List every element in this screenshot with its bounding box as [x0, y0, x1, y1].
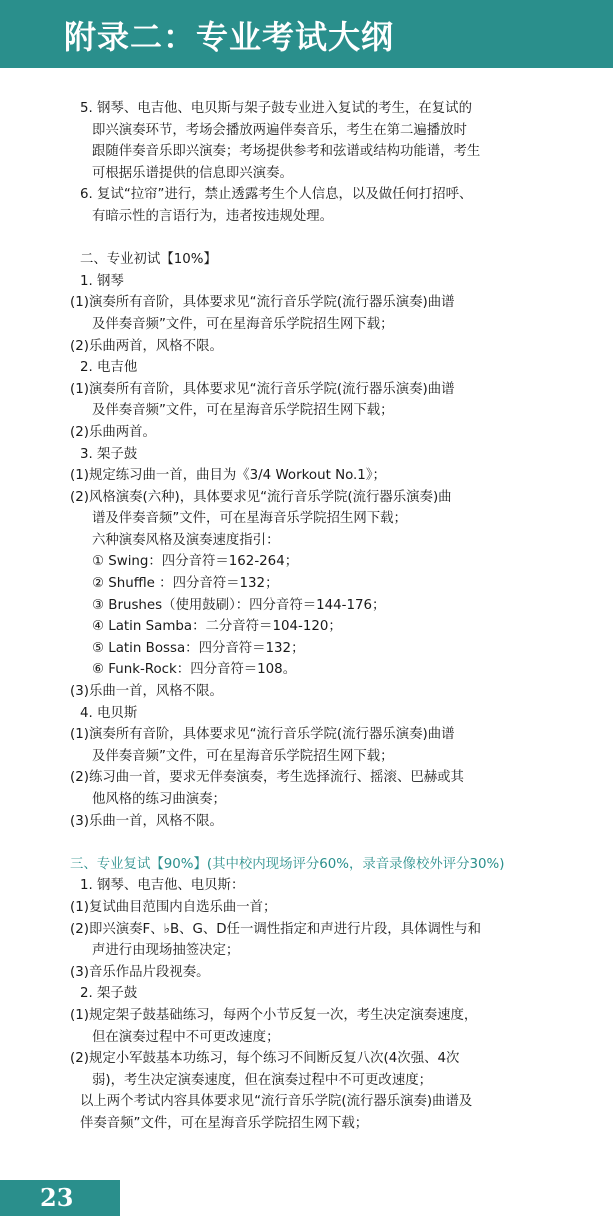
- page-title: 附录二：专业考试大纲: [64, 18, 395, 56]
- text-line: 2. 架子鼓: [80, 986, 138, 1002]
- text-line: 有暗示性的言语行为，违者按违规处理。: [92, 208, 334, 224]
- text-line: 跟随伴奏音乐即兴演奏；考场提供参考和弦谱或结构功能谱，考生: [92, 144, 481, 160]
- text-line: 1. 钢琴: [80, 273, 124, 289]
- style-item: ③ Brushes（使用鼓刷）：四分音符＝144-176；: [92, 597, 386, 613]
- text-line: 2. 电吉他: [80, 360, 138, 376]
- section-heading: 三、专业复试【90%】(其中校内现场评分60%，录音录像校外评分30%): [70, 856, 505, 872]
- text-line: 4. 电贝斯: [80, 705, 138, 721]
- text-line: (3)乐曲一首，风格不限。: [70, 813, 223, 829]
- text-line: (2)乐曲两首。: [70, 424, 156, 440]
- text-line: (1)演奏所有音阶，具体要求见“流行音乐学院(流行器乐演奏)曲谱: [70, 295, 455, 311]
- text-line: (2)规定小军鼓基本功练习，每个练习不间断反复八次(4次强、4次: [70, 1051, 460, 1067]
- text-line: 弱)，考生决定演奏速度，但在演奏过程中不可更改速度；: [92, 1072, 432, 1088]
- text-line: 及伴奏音频”文件，可在星海音乐学院招生网下载；: [92, 748, 394, 764]
- text-line: 可根据乐谱提供的信息即兴演奏。: [92, 165, 293, 181]
- text-line: (2)即兴演奏F、♭B、G、D任一调性指定和声进行片段，具体调性与和: [70, 921, 482, 937]
- text-line: 但在演奏过程中不可更改速度；: [92, 1029, 280, 1045]
- text-line: 即兴演奏环节，考场会播放两遍伴奏音乐，考生在第二遍播放时: [92, 122, 467, 138]
- text-line: (1)演奏所有音阶，具体要求见“流行音乐学院(流行器乐演奏)曲谱: [70, 727, 455, 743]
- text-line: (2)乐曲两首，风格不限。: [70, 338, 223, 354]
- document-body: [70, 98, 550, 1135]
- text-line: 以上两个考试内容具体要求见“流行音乐学院(流行器乐演奏)曲谱及: [80, 1094, 473, 1110]
- text-line: 谱及伴奏音频”文件，可在星海音乐学院招生网下载；: [92, 511, 407, 527]
- page-header-bar: [0, 0, 613, 68]
- text-line: 六种演奏风格及演奏速度指引：: [92, 532, 280, 548]
- section-heading: 二、专业初试【10%】: [80, 252, 217, 268]
- text-line: (2)风格演奏(六种)，具体要求见“流行音乐学院(流行器乐演奏)曲: [70, 489, 452, 505]
- text-line: (3)音乐作品片段视奏。: [70, 964, 210, 980]
- text-line: (1)演奏所有音阶，具体要求见“流行音乐学院(流行器乐演奏)曲谱: [70, 381, 455, 397]
- text-line: (1)复试曲目范围内自选乐曲一首；: [70, 899, 277, 915]
- text-line: (2)练习曲一首，要求无伴奏演奏，考生选择流行、摇滚、巴赫或其: [70, 770, 464, 786]
- page-number: 23: [40, 1183, 74, 1212]
- text-line: 及伴奏音频”文件，可在星海音乐学院招生网下载；: [92, 403, 394, 419]
- text-line: 5. 钢琴、电吉他、电贝斯与架子鼓专业进入复试的考生，在复试的: [80, 101, 472, 116]
- text-line: 伴奏音频”文件，可在星海音乐学院招生网下载；: [80, 1115, 369, 1131]
- text-line: 1. 钢琴、电吉他、电贝斯：: [80, 878, 245, 894]
- style-item: ④ Latin Samba：二分音符＝104-120；: [92, 619, 342, 635]
- text-line: (1)规定练习曲一首，曲目为《3/4 Workout No.1》；: [70, 468, 386, 484]
- text-line: 声进行由现场抽签决定；: [92, 943, 240, 959]
- style-item: ① Swing：四分音符＝162-264；: [92, 554, 299, 570]
- text-line: 6. 复试“拉帘”进行，禁止透露考生个人信息，以及做任何打招呼、: [80, 187, 473, 203]
- text-line: 他风格的练习曲演奏；: [92, 792, 226, 807]
- text-line: (3)乐曲一首，风格不限。: [70, 684, 223, 700]
- style-item: ② Shuffle ：四分音符＝132；: [92, 576, 279, 592]
- style-item: ⑤ Latin Bossa：四分音符＝132；: [92, 640, 305, 656]
- text-line: 3. 架子鼓: [80, 446, 138, 462]
- style-item: ⑥ Funk-Rock：四分音符＝108。: [92, 662, 297, 678]
- text-line: 及伴奏音频”文件，可在星海音乐学院招生网下载；: [92, 316, 394, 332]
- text-line: (1)规定架子鼓基础练习，每两个小节反复一次，考生决定演奏速度，: [70, 1007, 478, 1023]
